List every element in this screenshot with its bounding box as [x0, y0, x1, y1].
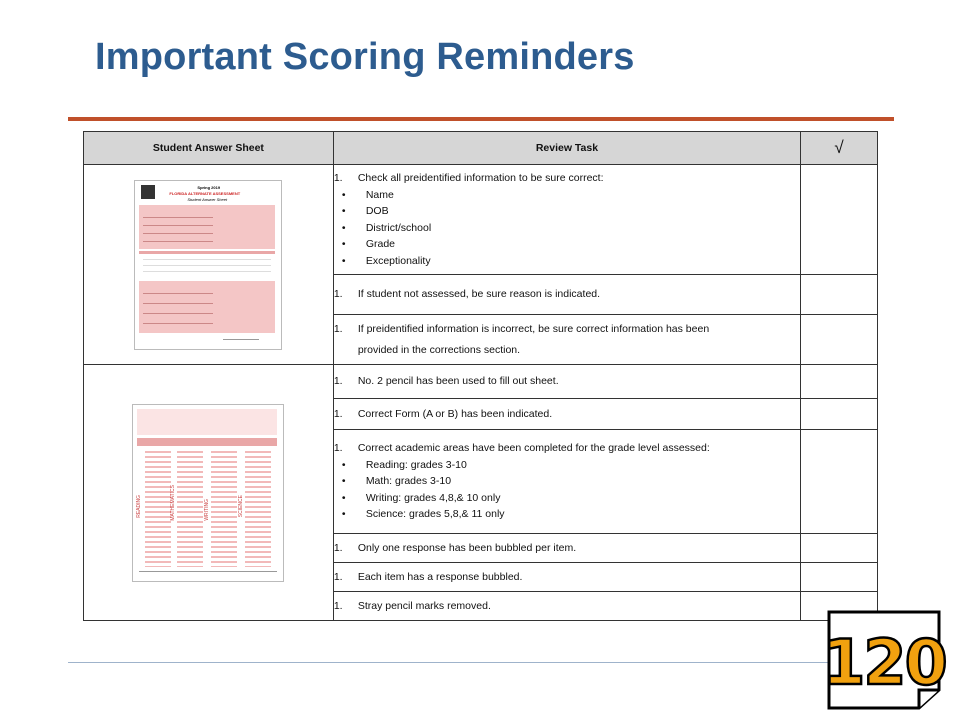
sheet-line — [139, 571, 277, 572]
sheet-subtitle: Student Answer Sheet — [187, 196, 228, 202]
sheet-line — [143, 293, 213, 294]
bullet-item: • Name — [334, 187, 800, 204]
sheet-line — [143, 241, 213, 242]
subject-label: WRITING — [204, 498, 211, 521]
sheet-line — [143, 217, 213, 218]
header-review-task: Review Task — [333, 132, 800, 165]
sheet-line — [143, 233, 213, 234]
bubble-column — [177, 451, 203, 567]
task-text: Check all preidentified information to be sure correct: — [357, 172, 604, 184]
task-cell-stray-marks — [333, 592, 800, 621]
task-text: Correct Form (A or B) has been indicated. — [357, 407, 553, 420]
slide-number: 120 — [827, 626, 946, 699]
bullet-item: • Writing: grades 4,8,& 10 only — [334, 490, 800, 507]
bullet-item: • Math: grades 3-10 — [334, 473, 800, 490]
task-number: 1. — [333, 442, 343, 455]
task-text: If preidentified information is incorrect, be sure correct information has been — [357, 322, 710, 335]
bullet-item: • Exceptionality — [334, 253, 800, 270]
check-cell[interactable] — [801, 534, 878, 563]
bubble-column — [145, 451, 171, 567]
header-student-answer-sheet: Student Answer Sheet — [84, 132, 334, 165]
check-cell[interactable] — [801, 165, 878, 275]
subject-label: MATHEMATICS — [170, 484, 177, 521]
task-cell-academic-areas — [333, 430, 800, 534]
sheet-line — [143, 303, 213, 304]
check-cell[interactable] — [801, 563, 878, 592]
task-text: Stray pencil marks removed. — [357, 599, 491, 612]
bubble-column — [245, 451, 271, 567]
task-number: 1. — [333, 541, 343, 554]
task-number: 1. — [333, 375, 343, 388]
table-row — [84, 165, 878, 275]
task-text: If student not assessed, be sure reason is indicated. — [357, 288, 601, 301]
bubble-column — [211, 451, 237, 567]
task-text: Correct academic areas have been completed for the grade level assessed: — [357, 442, 710, 455]
task-number: 1. — [333, 407, 343, 420]
slide-title: Important Scoring Reminders — [95, 36, 635, 78]
sheet-line — [143, 271, 271, 272]
sheet-instructions-box — [137, 409, 277, 435]
header-check-mark: √ — [801, 132, 878, 165]
answer-sheet-bubbles-thumbnail — [132, 404, 284, 582]
answer-sheet-image-front — [84, 165, 334, 365]
task-cell-form — [333, 399, 800, 430]
task-cell-each-item — [333, 563, 800, 592]
subject-label: READING — [136, 494, 143, 518]
bullet-item: • DOB — [334, 203, 800, 220]
state-logo-icon — [141, 185, 155, 199]
sheet-year: Spring 2019 — [197, 184, 221, 190]
answer-sheet-image-back — [84, 365, 334, 621]
task-number: 1. — [333, 599, 343, 612]
sheet-divider — [137, 438, 277, 446]
bullet-item: • Grade — [334, 236, 800, 253]
check-cell[interactable] — [801, 365, 878, 399]
task-cell-corrections — [333, 315, 800, 365]
task-number: 1. — [333, 172, 343, 184]
sheet-line — [143, 323, 213, 324]
task-number: 1. — [333, 322, 343, 335]
task-number: 1. — [333, 288, 343, 301]
task-text: Each item has a response bubbled. — [357, 570, 523, 583]
table-row — [84, 365, 878, 399]
bullet-item: • District/school — [334, 220, 800, 237]
review-checklist-table — [83, 131, 878, 621]
check-cell[interactable] — [801, 430, 878, 534]
check-cell[interactable] — [801, 275, 878, 315]
bullet-item: • Science: grades 5,8,& 11 only — [334, 506, 800, 523]
check-cell[interactable] — [801, 315, 878, 365]
sheet-line — [223, 339, 259, 340]
sheet-line — [143, 225, 213, 226]
sheet-divider — [139, 251, 275, 254]
task-text: Only one response has been bubbled per item. — [357, 541, 577, 554]
slide-number-badge — [827, 610, 947, 710]
bullet-item: • Reading: grades 3-10 — [334, 457, 800, 474]
task-cell-not-assessed — [333, 275, 800, 315]
sheet-line — [143, 259, 271, 260]
task-text-continued: provided in the corrections section. — [357, 343, 521, 356]
task-cell-one-response — [333, 534, 800, 563]
table-header-row — [84, 132, 878, 165]
footer-rule — [68, 662, 838, 663]
page-curl-icon — [827, 610, 947, 710]
task-number: 1. — [333, 570, 343, 583]
task-cell-pencil — [333, 365, 800, 399]
sheet-line — [143, 313, 213, 314]
sheet-line — [143, 265, 271, 266]
sheet-section-pink — [139, 281, 275, 333]
check-cell[interactable] — [801, 399, 878, 430]
sheet-section-pink — [139, 205, 275, 249]
subject-label: SCIENCE — [238, 494, 245, 517]
title-underline — [68, 117, 894, 121]
sheet-title: FLORIDA ALTERNATE ASSESSMENT — [169, 190, 241, 196]
task-text: No. 2 pencil has been used to fill out sheet. — [357, 375, 559, 388]
task-cell-preidentified-info — [333, 165, 800, 275]
answer-sheet-thumbnail — [134, 180, 282, 350]
